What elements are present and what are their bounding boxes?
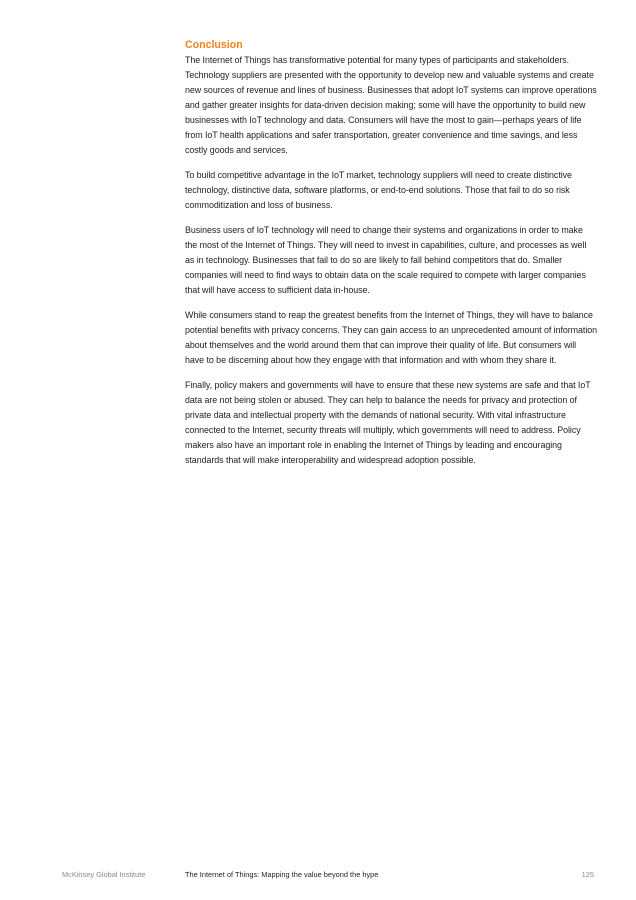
footer-report-title: The Internet of Things: Mapping the value beyond the hype <box>185 870 379 879</box>
footer-publisher: McKinsey Global Institute <box>62 870 146 879</box>
main-content <box>185 38 597 478</box>
page-number: 125 <box>581 870 594 879</box>
paragraph-2: To build competitive advantage in the IoT market, technology suppliers will need to create distinctive technology, distinctive data, software platforms, or end-to-end solutions. Those that fail to do so risk commoditization and loss of business. <box>185 170 572 210</box>
paragraph-4: While consumers stand to reap the greatest benefits from the Internet of Things, they will have to balance potential benefits with privacy concerns. They can gain access to an unprecedented amount of information about themselves and the world around them that can improve their quality of life. But consumers will have to be discerning about how they engage with that information and with whom they share it. <box>185 310 598 365</box>
paragraph-5: Finally, policy makers and governments will have to ensure that these new systems are safe and that IoT data are not being stolen or abused. They can help to balance the needs for privacy and protection of private data and intellectual property with the demands of national security. With vital infrastructure connected to the Internet, security threats will multiply, which governments will need to address. Policy makers also have an important role in enabling the Internet of Things by leading and encouraging standards that will make interoperability and widespread adoption possible. <box>185 380 591 465</box>
page-footer <box>0 868 636 882</box>
section-title: Conclusion <box>185 39 243 51</box>
paragraph-1: The Internet of Things has transformative potential for many types of participants and stakeholders. Technology suppliers are presented with the opportunity to develop new and valuable systems and create new sources of revenue and lines of business. Businesses that adopt IoT systems can improve operations and gather greater insights for data-driven decision making; some will have the opportunity to build new businesses with IoT technology and data. Consumers will have the most to gain—perhaps years of life from IoT health applications and safer transportation, greater convenience and time savings, and less costly goods and services. <box>185 55 597 155</box>
paragraph-3: Business users of IoT technology will need to change their systems and organizations in order to make the most of the Internet of Things. They will need to invest in capabilities, culture, and processes as well as in technology. Businesses that fail to do so are likely to fall behind competitors that do. Smaller companies will need to find ways to obtain data on the scale required to compete with larger companies that will have access to sufficient data in-house. <box>185 225 587 295</box>
